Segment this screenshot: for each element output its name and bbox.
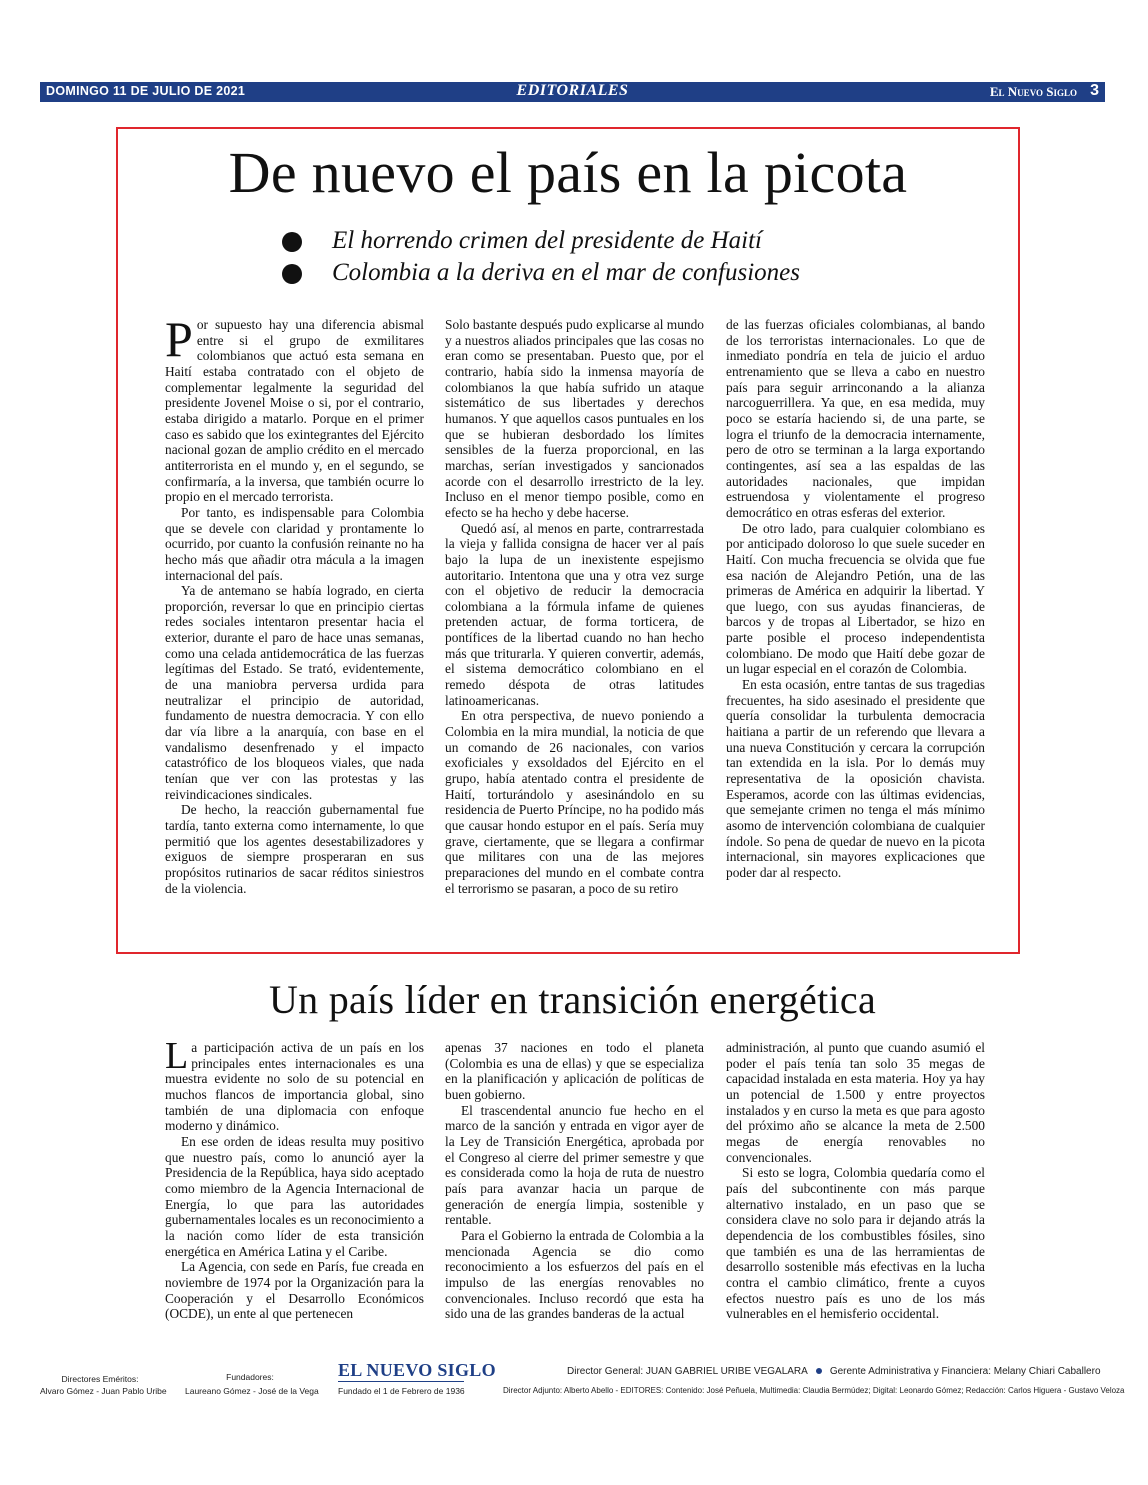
footer-brand-logo: EL NUEVO SIGLO [338, 1360, 496, 1380]
header-brand: El Nuevo Siglo [989, 84, 1077, 99]
paragraph: Por tanto, es indispensable para Colombia que se devele con claridad y prontamente lo ocurrido, por cuanto la confusión reinante no ha hecho más que añadir otra mácula a la imagen internacional del país. [165, 504, 424, 583]
emeritus-names: Alvaro Gómez - Juan Pablo Uribe [40, 1386, 167, 1396]
header-band [40, 82, 1105, 102]
bullet-icon [816, 1368, 822, 1374]
bullet-icon [282, 232, 302, 252]
editorial2-title: Un país líder en transición energética [268, 977, 877, 1022]
founders-names: Laureano Gómez - José de la Vega [185, 1386, 319, 1396]
paragraph: La participación activa de un país en los principales entes internacionales es una muestra evidente no solo de su potencial en muchos flancos de importancia global, sino también de una diplomacia con enfoque moderno y dinámico. [165, 1035, 424, 1134]
bullet-icon [282, 264, 302, 284]
editorial2-column-3 [726, 1040, 985, 1322]
paragraph: Para el Gobierno la entrada de Colombia a la mencionada Agencia se dio como reconocimiento a los esfuerzos del país en el impulso de las energías renovables no convencionales. Incluso recordó que esta ha sido una de las grandes banderas de la actual [445, 1227, 704, 1322]
editorial1-column-1 [165, 311, 424, 896]
masthead-directors [567, 1366, 1101, 1377]
emeritus-label: Directores Eméritos: [61, 1374, 139, 1384]
paragraph: Por supuesto hay una diferencia abismal entre si el grupo de exmilitares colombianos que actuó esta semana en Haití estaba contratado con el objeto de complementar legalmente la seguridad del presidente Jovenel Moise o si, por el contrario, estaba dirigido a matarlo. Porque en el primer caso es sabido que los exintegrantes del Ejército nacional gozan de amplio crédito en el mercado antiterrorista en el mundo y, en el segundo, se confirmaría, a la inversa, que también ocurre lo propio en el mercado terrorista. [165, 311, 424, 505]
paragraph: En ese orden de ideas resulta muy positivo que nuestro país, como lo anunció ayer la Presidencia de la República, haya sido aceptado como miembro de la Agencia Internacional de Energía, lo que para las autoridades gubernamentales locales es un reconocimiento a la nación como líder de esta transición energética en América Latina y el Caribe. [165, 1133, 424, 1259]
paragraph: En otra perspectiva, de nuevo poniendo a Colombia en la mira mundial, la noticia de que un comando de 26 nacionales, con varios exoficiales y exsoldados del Ejército en el grupo, había atentado contra el presidente de Haití, torturándolo y asesinándolo en su residencia de Puerto Príncipe, no ha podido más que causar hondo estupor en el país. Sería muy grave, ciertamente, que se llegara a confirmar que militares con una de las mejores preparaciones del mundo en el combate contra el terrorismo se pasaran, a poco de su retiro [445, 708, 704, 896]
paragraph: Solo bastante después pudo explicarse al mundo y a nuestros aliados principales que las cosas no eran como se presentaban. Puesto que, por el contrario, había sido la inmensa mayoría de colombianos la que había sufrido un ataque sistemático de sus libertades y derechos humanos. Y que aquellos casos puntuales en los que se hubieran desbordado los límites sensibles de la fuerza proporcional, en las marchas, serían investigados y sancionados acorde con el desarrollo irrestricto de la ley. Incluso en el menor tiempo posible, como en efecto se ha hecho y debe hacerse. [445, 317, 704, 520]
paragraph: de las fuerzas oficiales colombianas, al bando de los terroristas internacionales. Lo que de inmediato pondría en tela de juicio el arduo entrenamiento que se lleva a cabo en nuestro país para seguir arrinconando a la alianza narcoguerrillera. Ya que, en esa medida, muy poco se estaría haciendo si, de una parte, se logra el triunfo de la democracia internamente, pero de otro se terminan a la larga exportando contingentes, así sea a las espaldas de las autoridades nacionales, que impidan estruendosa y violentamente el progreso democrático en otras esferas del exterior. [726, 317, 985, 520]
editorial2-column-1 [165, 1035, 424, 1322]
paragraph: Si esto se logra, Colombia quedaría como el país del subcontinente con más parque alternativo instalado, en un paso que se considera clave no solo para ir dejando atrás la dependencia de los combustibles fósiles, sino que también es una de las herramientas de desarrollo sostenible más efectivas en la lucha contra el cambio climático, frente a cuyos efectos nuestro país es uno de los más vulnerables en el hemisferio occidental. [726, 1165, 985, 1322]
kicker-text: El horrendo crimen del presidente de Haití [332, 227, 763, 254]
editors-credits: Director Adjunto: Alberto Abello - EDITORES: Contenido: José Peñuela, Multimedia: Claudia Bermúdez; Digital: Leonardo Gómez; Redacción: Carlos Higuera - Gustavo Veloza [503, 1386, 1125, 1395]
page-number: 3 [1090, 82, 1099, 99]
founders-label: Fundadores: [226, 1372, 274, 1382]
paragraph: Ya de antemano se había logrado, en cierta proporción, reversar lo que en principio ciertas redes sociales intentaron presentar hacia el exterior, durante el paro de hace unas semanas, como una celada antidemocrática de las fuerzas legítimas del Estado. Se trató, evidentemente, de una maniobra perversa urdida para neutralizar el principio de autoridad, fundamento de nuestra democracia. Y con ello dar vía libre a la anarquía, con base en el vandalismo desenfrenado y el impacto catastrófico de los bloqueos viales, que nada tenían que ver con las protestas y las reivindicaciones sindicales. [165, 583, 424, 802]
issue-date: DOMINGO 11 DE JULIO DE 2021 [46, 84, 246, 98]
editorial1-column-3 [726, 317, 985, 881]
paragraph: De otro lado, para cualquier colombiano es por anticipado doloroso lo que suele suceder en Haití. Con mucha frecuencia se olvida que fue esa nación de Alejandro Petión, una de las primeras de América en adquirir la libertad. Y que luego, con sus ayudas financieras, de barcos y de tropas al Libertador, se hizo en parte posible el proceso independentista colombiano. De modo que Haití debe gozar de un lugar especial en el corazón de Colombia. [726, 520, 985, 677]
section-title: EDITORIALES [516, 82, 629, 99]
paragraph: El trascendental anuncio fue hecho en el marco de la sanción y entrada en vigor ayer de la Ley de Transición Energética, aprobada por el Congreso al cierre del primer semestre y que es considerada como la hoja de ruta de nuestro país para avanzar hacia un parque de generación de energía limpia, sostenible y rentable. [445, 1102, 704, 1228]
dropcap: P [165, 311, 193, 367]
paragraph: La Agencia, con sede en París, fue creada en noviembre de 1974 por la Organización para la Cooperación y el Desarrollo Económicos (OCDE), un ente al que pertenecen [165, 1259, 424, 1322]
editorial1-title: De nuevo el país en la picota [228, 140, 908, 205]
paragraph: apenas 37 naciones en todo el planeta (Colombia es una de ellas) y que se especializa en la planificación y aplicación de políticas de buen gobierno. [445, 1040, 704, 1102]
paragraph: Quedó así, al menos en parte, contrarrestada la vieja y fallida consigna de hacer ver al país bajo la lupa de un inexistente espejismo autoritario. Intentona que una y otra vez surge con el objetivo de reducir la democracia colombiana a la fórmula infame de quienes pretenden actuar, de forma torticera, de pontífices de la libertad cuando no han hecho más que triturarla. Y quieren convertir, además, el sistema democrático colombiano en el remedo déspota de otras latitudes latinoamericanas. [445, 520, 704, 708]
editorial2-column-2 [445, 1040, 704, 1322]
paragraph: De hecho, la reacción gubernamental fue tardía, tanto externa como internamente, lo que permitió que los agentes desestabilizadores y exiguos de siempre prosperaran en sus propósitos rutinarios de sacar réditos siniestros de la violencia. [165, 802, 424, 896]
dropcap: L [165, 1035, 189, 1077]
admin-manager: Gerente Administrativa y Financiera: Melany Chiari Caballero [829, 1366, 1101, 1377]
editorial1-column-2 [445, 317, 704, 896]
paragraph: En esta ocasión, entre tantas de sus tragedias frecuentes, ha sido asesinado el presidente que quería consolidar la turbulenta democracia haitiana a partir de un referendo que llevara a una nueva Constitución y cercara la corrupción tan extendida en la isla. Por lo demás muy representativa de la oposición chavista. Esperamos, acorde con las últimas evidencias, que semejante crimen no tenga el más mínimo asomo de intervención colombiana de cualquier índole. So pena de quedar de nuevo en la picota internacional, sin mayores explicaciones que poder dar al respecto. [726, 677, 985, 880]
footer-brand-rule [338, 1381, 464, 1382]
paragraph: administración, al punto que cuando asumió el poder el país tenía tan solo 35 megas de capacidad instalada en esta materia. Hoy ya hay un potencial de 1.500 y entre proyectos instalados y en curso la meta es que para agosto del próximo año se alcance la meta de 2.500 megas de energía renovables no convencionales. [726, 1040, 985, 1165]
general-director: Director General: JUAN GABRIEL URIBE VEGALARA [567, 1366, 808, 1377]
kicker-text: Colombia a la deriva en el mar de confusiones [332, 259, 800, 286]
founded-date: Fundado el 1 de Febrero de 1936 [338, 1386, 465, 1396]
